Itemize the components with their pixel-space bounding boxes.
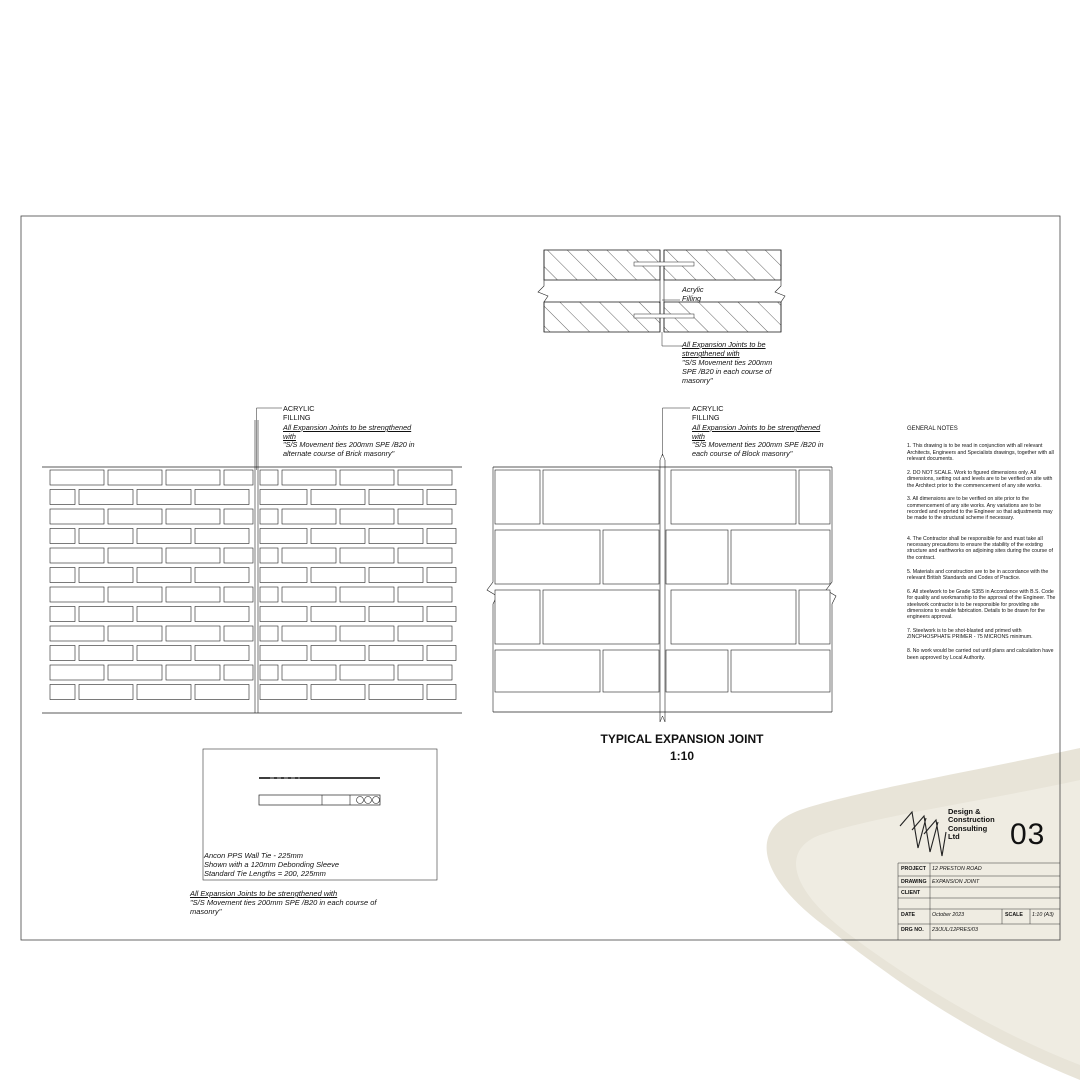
block bbox=[495, 470, 540, 524]
brick bbox=[50, 509, 104, 524]
brick bbox=[369, 685, 423, 700]
brick bbox=[260, 470, 278, 485]
plan-note-line-2: strengthened with bbox=[682, 349, 740, 358]
brick bbox=[260, 646, 307, 661]
plan-section-detail bbox=[538, 250, 785, 346]
block-acrylic-label: ACRYLIC bbox=[692, 404, 724, 413]
block bbox=[495, 590, 540, 644]
general-notes-heading: GENERAL NOTES bbox=[907, 426, 958, 432]
brick bbox=[50, 626, 104, 641]
wall-tie-caption-1: Ancon PPS Wall Tie - 225mm bbox=[204, 851, 303, 860]
drawing-value: EXPANSION JOINT bbox=[932, 879, 980, 885]
brick bbox=[369, 646, 423, 661]
date-label: DATE bbox=[901, 912, 916, 918]
brick bbox=[427, 529, 456, 544]
bottom-note-line-1: All Expansion Joints to be strengthened with bbox=[190, 889, 338, 898]
brick bbox=[260, 529, 307, 544]
general-note-2: 2. DO NOT SCALE. Work to figured dimensions only. All dimensions, setting out and levels are to be verified on site with the Architect prior to the commencement of any site works. bbox=[907, 469, 1053, 489]
brick bbox=[79, 490, 133, 505]
brick bbox=[137, 490, 191, 505]
brick bbox=[398, 665, 452, 680]
brick-note-line-2: with bbox=[283, 432, 296, 441]
scale-label: SCALE bbox=[1005, 912, 1023, 918]
brick bbox=[108, 470, 162, 485]
brick bbox=[260, 587, 278, 602]
general-notes bbox=[907, 426, 1059, 668]
plan-note-line-3: "S/S Movement ties 200mm bbox=[682, 358, 773, 367]
general-note-3: 3. All dimensions are to be verified on site prior to the commencement of any site works. Any variations are to be recorded and reported to the Engineer so that adjustments may be made to the structural scheme if necessary. bbox=[907, 496, 1053, 522]
brick-elevation bbox=[42, 408, 462, 713]
drawing-title: TYPICAL EXPANSION JOINT bbox=[600, 732, 764, 746]
brick bbox=[108, 509, 162, 524]
brick bbox=[79, 646, 133, 661]
brick bbox=[108, 665, 162, 680]
brick bbox=[79, 529, 133, 544]
block bbox=[603, 650, 659, 692]
brick bbox=[427, 607, 456, 622]
brick bbox=[137, 529, 191, 544]
brick bbox=[340, 470, 394, 485]
brick bbox=[427, 685, 456, 700]
brick bbox=[50, 646, 75, 661]
brick bbox=[282, 626, 336, 641]
brick bbox=[79, 568, 133, 583]
brick bbox=[427, 646, 456, 661]
block bbox=[603, 530, 659, 584]
brick bbox=[79, 607, 133, 622]
general-note-8: 8. No work would be carried out until plans and calculation have been approved by Local Authority. bbox=[907, 648, 1054, 661]
block bbox=[495, 650, 600, 692]
brick bbox=[50, 490, 75, 505]
brick bbox=[260, 509, 278, 524]
brick bbox=[224, 665, 253, 680]
company-name: Design & Construction Consulting Ltd bbox=[948, 807, 995, 841]
brick bbox=[195, 568, 249, 583]
brick bbox=[195, 646, 249, 661]
block bbox=[666, 650, 728, 692]
brick bbox=[340, 509, 394, 524]
brick bbox=[427, 490, 456, 505]
plan-note-line-4: SPE /B20 in each course of bbox=[682, 367, 772, 376]
block bbox=[495, 530, 600, 584]
sheet-number: 03 bbox=[1010, 818, 1046, 851]
block bbox=[731, 530, 830, 584]
company-logo-icon bbox=[900, 812, 946, 856]
brick-note-line-4: alternate course of Brick masonry" bbox=[283, 449, 395, 458]
brick bbox=[166, 626, 220, 641]
brick bbox=[369, 490, 423, 505]
brick bbox=[224, 587, 253, 602]
drg-no-value: 23/JUL/12PRES/03 bbox=[932, 927, 978, 933]
block-note-line-4: each course of Block masonry" bbox=[692, 449, 793, 458]
brick bbox=[50, 548, 104, 563]
brick bbox=[311, 607, 365, 622]
block-note-line-1: All Expansion Joints to be strengthened bbox=[692, 423, 821, 432]
brick bbox=[282, 665, 336, 680]
block bbox=[671, 590, 796, 644]
brick bbox=[311, 646, 365, 661]
block bbox=[731, 650, 830, 692]
brick bbox=[260, 568, 307, 583]
brick bbox=[282, 587, 336, 602]
brick-filling-label: FILLING bbox=[283, 413, 311, 422]
brick bbox=[224, 626, 253, 641]
plan-note-line-5: masonry" bbox=[682, 376, 713, 385]
plan-note-line-1: All Expansion Joints to be bbox=[682, 340, 766, 349]
brick bbox=[282, 548, 336, 563]
brick bbox=[224, 509, 253, 524]
brick bbox=[50, 568, 75, 583]
brick bbox=[340, 665, 394, 680]
brick bbox=[195, 529, 249, 544]
general-note-5: 5. Materials and construction are to be in accordance with the relevant British Standards and Codes of Practice. bbox=[907, 568, 1049, 581]
drawing-scale: 1:10 bbox=[669, 749, 695, 763]
brick bbox=[195, 685, 249, 700]
general-note-4: 4. The Contractor shall be responsible for and must take all necessary precautions to ensure the stability of the existing structure and earthworks on adjoining sites during the course of the contract. bbox=[907, 535, 1053, 561]
project-value: 12 PRESTON ROAD bbox=[932, 866, 982, 872]
brick-acrylic-label: ACRYLIC bbox=[283, 404, 315, 413]
brick bbox=[166, 665, 220, 680]
brick bbox=[166, 509, 220, 524]
date-value: October 2023 bbox=[932, 912, 965, 918]
brick bbox=[398, 587, 452, 602]
brick bbox=[166, 470, 220, 485]
brick bbox=[108, 548, 162, 563]
brick bbox=[427, 568, 456, 583]
brick bbox=[369, 529, 423, 544]
brick bbox=[108, 626, 162, 641]
brick bbox=[50, 607, 75, 622]
brick bbox=[340, 587, 394, 602]
brick bbox=[260, 685, 307, 700]
general-note-6: 6. All steelwork to be Grade S355 in Accordance with B.S. Code for quality and workmanship to the approval of the Engineer. The steelwork contractor is to be responsible for providing site dimensions to enable fabrication. Details to be drawn for the engineers approval. bbox=[907, 588, 1056, 621]
brick bbox=[311, 490, 365, 505]
brick bbox=[166, 587, 220, 602]
block bbox=[666, 530, 728, 584]
brick bbox=[224, 548, 253, 563]
brick bbox=[311, 529, 365, 544]
wall-tie-caption-3: Standard Tie Lengths = 200, 225mm bbox=[204, 869, 326, 878]
brick bbox=[260, 665, 278, 680]
client-label: CLIENT bbox=[901, 890, 921, 896]
brick bbox=[282, 470, 336, 485]
brick bbox=[224, 470, 253, 485]
brick bbox=[137, 607, 191, 622]
block bbox=[543, 590, 659, 644]
brick bbox=[50, 665, 104, 680]
brick bbox=[108, 587, 162, 602]
wall-tie-caption-2: Shown with a 120mm Debonding Sleeve bbox=[204, 860, 340, 869]
drg-no-label: DRG NO. bbox=[901, 927, 924, 933]
brick bbox=[398, 626, 452, 641]
bottom-note-line-3: masonry" bbox=[190, 907, 222, 916]
brick bbox=[260, 607, 307, 622]
brick bbox=[369, 607, 423, 622]
brick bbox=[195, 607, 249, 622]
brick bbox=[282, 509, 336, 524]
brick bbox=[340, 548, 394, 563]
brick bbox=[137, 646, 191, 661]
brick-note-line-3: "S/S Movement ties 200mm SPE /B20 in bbox=[283, 440, 415, 449]
block bbox=[799, 470, 830, 524]
general-note-1: 1. This drawing is to be read in conjunction with all relevant Architects, Engineers and Specialists drawings, together with all relevant documents. bbox=[907, 443, 1054, 462]
brick bbox=[340, 626, 394, 641]
brick bbox=[50, 587, 104, 602]
general-note-7: 7. Steelwork is to be shot-blasted and primed with ZINCPHOSPHATE PRIMER - 75 MICRONS minimum. bbox=[907, 628, 1033, 641]
block bbox=[671, 470, 796, 524]
brick bbox=[50, 685, 75, 700]
brick bbox=[398, 509, 452, 524]
block bbox=[799, 590, 830, 644]
drawing-label: DRAWING bbox=[901, 879, 927, 885]
plan-acrylic-label: Acrylic bbox=[682, 285, 704, 294]
brick bbox=[50, 529, 75, 544]
brick bbox=[137, 685, 191, 700]
brick bbox=[260, 490, 307, 505]
block bbox=[543, 470, 659, 524]
brick bbox=[398, 548, 452, 563]
brick bbox=[260, 626, 278, 641]
project-label: PROJECT bbox=[901, 866, 927, 872]
block-filling-label: FILLING bbox=[692, 413, 720, 422]
brick bbox=[137, 568, 191, 583]
plan-filling-label: Filling bbox=[682, 294, 702, 303]
brick bbox=[311, 568, 365, 583]
brick bbox=[311, 685, 365, 700]
brick bbox=[260, 548, 278, 563]
brick bbox=[398, 470, 452, 485]
brick bbox=[50, 470, 104, 485]
brick bbox=[369, 568, 423, 583]
block-note-line-2: with bbox=[692, 432, 705, 441]
brick-note-line-1: All Expansion Joints to be strengthened bbox=[283, 423, 412, 432]
bottom-note-line-2: "S/S Movement ties 200mm SPE /B20 in each course of bbox=[190, 898, 377, 907]
brick bbox=[79, 685, 133, 700]
block-note-line-3: "S/S Movement ties 200mm SPE /B20 in bbox=[692, 440, 824, 449]
brick bbox=[166, 548, 220, 563]
brick bbox=[195, 490, 249, 505]
scale-value: 1:10 (A3) bbox=[1032, 912, 1054, 918]
